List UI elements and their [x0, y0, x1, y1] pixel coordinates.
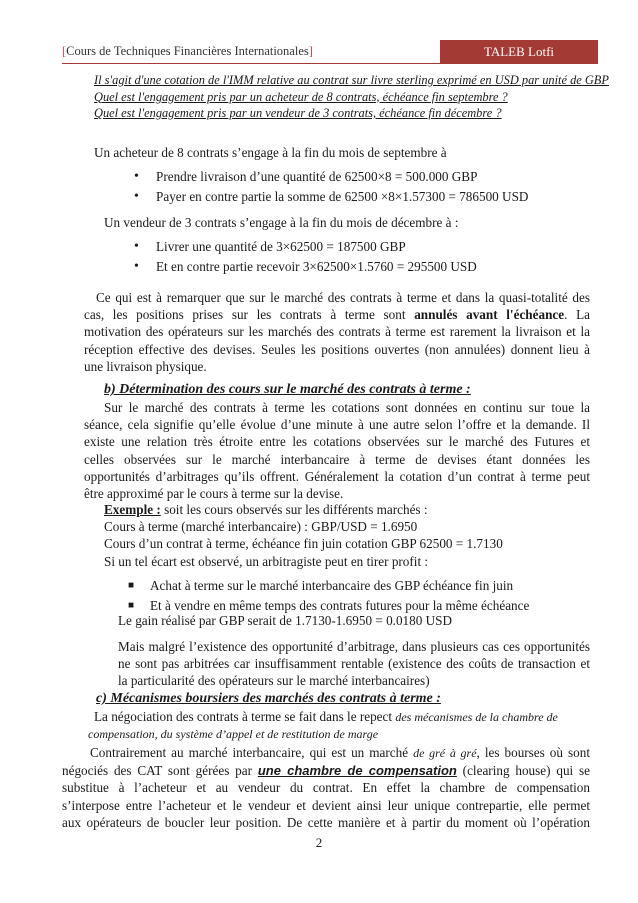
list-item: ■ Et à vendre en même temps des contrats futures pour la même échéance	[128, 596, 594, 616]
gain-line: Le gain réalisé par GBP serait de 1.7130-1.6950 = 0.0180 USD	[118, 613, 453, 628]
question-block	[94, 72, 609, 122]
list-item: ■ Achat à terme sur le marché interbancaire des GBP échéance fin juin	[128, 576, 594, 596]
section-c-intro: La négociation des contrats à terme se fait dans le repect des mécanismes de la chambre de compensation, du système d’appel et de restitution de marge	[88, 709, 558, 742]
section-b-paragraph: Sur le marché des contrats à terme les cotations sont données en continu sur toue la séance, cela signifie qu’elle évolue d’une minute à une autre selon l’offre et la demande. Il existe une relation très étroite entre les cotations observées sur le marché des Futures et celles observées sur le marché interbancaire à terme de devises étant données les opportunités d’arbitrages qu’ils offrent. Généralement la cotation d’un contrat à terme peut être approximé par le cours à terme sur la devise.	[84, 400, 590, 502]
list-item: • Payer en contre partie la somme de 62500 ×8×1.57300 = 786500 USD	[134, 187, 594, 207]
page-header	[62, 40, 598, 63]
arbitrage-note: Mais malgré l’existence des opportunité d’arbitrage, dans plusieurs cas ces opportunités ne sont pas arbitrées car insuffisamment rentable (existence des coûts de transaction et la particularité des opérateurs sur le marché interbancaires)	[118, 639, 590, 689]
emphasis: une chambre de compensation	[257, 763, 457, 779]
page-number: 2	[315, 835, 323, 850]
buyer-intro: Un acheteur de 8 contrats s’engage à la fin du mois de septembre à	[94, 145, 447, 160]
example-label: Exemple :	[104, 502, 161, 517]
author-badge: TALEB Lotfi	[440, 40, 598, 63]
list-item: • Et en contre partie recevoir 3×62500×1.5760 = 295500 USD	[134, 257, 594, 277]
seller-block	[104, 214, 594, 277]
question-line: Quel est l'engagement pris par un acheteur de 8 contrats, échéance fin septembre ?	[94, 89, 508, 104]
remark-paragraph: Ce qui est à remarquer que sur le marché des contrats à terme et dans la quasi-totalité des cas, les positions prises sur les contrats à terme sont annulés avant l'échéance. La motivation des opérateurs sur les marchés des contrats à terme est rarement la livraison et la réception effective des devises. Seules les positions ouvertes (non annulées) donnent lieu à une livraison physique.	[84, 290, 590, 374]
seller-intro: Un vendeur de 3 contrats s’engage à la fin du mois de décembre à :	[104, 215, 459, 230]
header-divider	[62, 63, 598, 64]
section-b-title: b) Détermination des cours sur le marché des contrats à terme :	[104, 382, 471, 397]
seller-list	[134, 237, 594, 277]
question-line: Il s'agit d'une cotation de l'IMM relative au contrat sur livre sterling exprimé en USD par unité de GBP	[94, 73, 609, 87]
buyer-list	[134, 167, 594, 207]
course-title: [Cours de Techniques Financières Internationales]	[62, 44, 313, 58]
list-item: • Prendre livraison d’une quantité de 62500×8 = 500.000 GBP	[134, 167, 594, 187]
arbitrage-steps	[128, 576, 594, 616]
section-c-paragraph: Contrairement au marché interbancaire, qui est un marché de gré à gré, les bourses où sont négociés des CAT sont gérées par une chambre de compensation (clearing house) qui se substitue à l’acheteur et au vendeur du contrat. En effet la chambre de compensation s’interpose entre l’acheteur et le vendeur et devient ainsi leur unique contrepartie, elle permet aux opérateurs de boucler leur position. De cette manière et à partir du moment où l’opération	[62, 745, 591, 830]
example-block: Exemple : soit les cours observés sur les différents marchés : Cours à terme (marché interbancaire) : GBP/USD = 1.6950 Cours d’un contrat à terme, échéance fin juin cotation GBP 62500 = 1.7130 Si un tel écart est observé, un arbitragiste peut en tirer profit : ■ Achat à terme sur le marché interbancaire des GBP échéance fin juin ■ Et à vendre en même temps des contrats futures pour la même échéance	[104, 501, 594, 616]
section-c-title: c) Mécanismes boursiers des marchés des contrats à terme :	[96, 691, 441, 706]
emphasis: annulés avant l'échéance	[414, 307, 565, 323]
list-item: • Livrer une quantité de 3×62500 = 187500 GBP	[134, 237, 594, 257]
question-line: Quel est l'engagement pris par un vendeur de 3 contrats, échéance fin décembre ?	[94, 106, 502, 120]
buyer-block	[94, 144, 594, 207]
